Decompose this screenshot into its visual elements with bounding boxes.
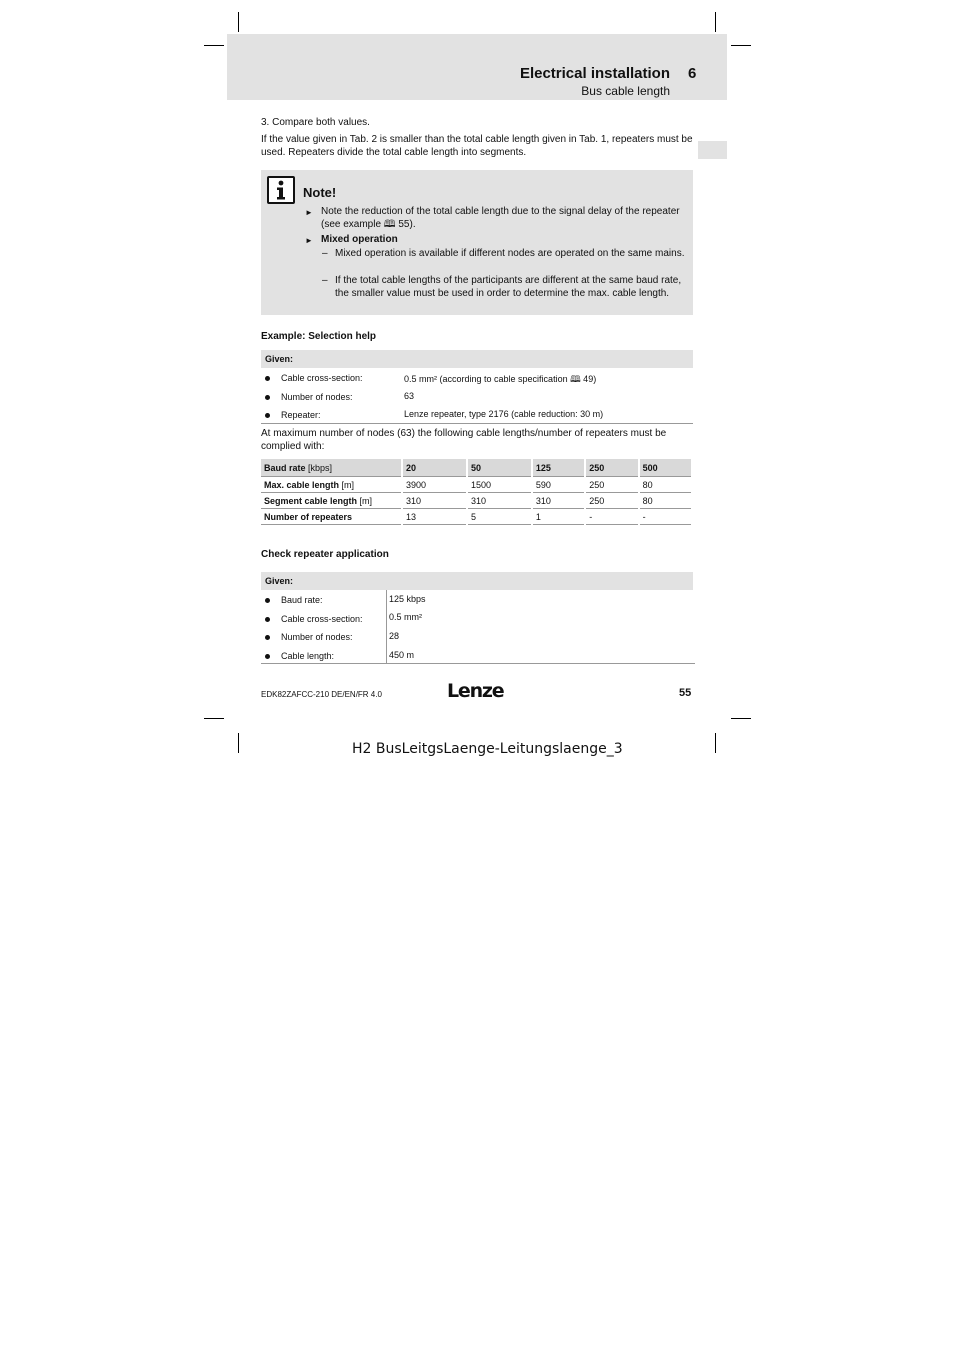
- chapter-title: Electrical installation: [519, 65, 670, 82]
- crop-mark: [204, 718, 224, 719]
- side-tab: [698, 141, 727, 159]
- table-cell: 310: [402, 493, 467, 509]
- given-row-value: 0.5 mm²: [389, 612, 423, 622]
- dash-marker: –: [322, 275, 328, 286]
- given-bar: [261, 350, 693, 368]
- bullet-dot: [265, 413, 270, 418]
- table-cell: 310: [467, 493, 532, 509]
- note-sub-item-1: Mixed operation is available if different nodes are operated on the same mains.: [335, 248, 685, 259]
- given-row-label: Cable length:: [281, 651, 335, 661]
- given-row-value: 450 m: [389, 650, 415, 660]
- dash-marker: –: [322, 248, 328, 259]
- given-row-value: Lenze repeater, type 2176 (cable reduction: 30 m): [404, 409, 604, 419]
- bullet-dot: [265, 654, 270, 659]
- note-bullet-1: Note the reduction of the total cable length due to the signal delay of the repeater (see example 🕮 55).: [321, 206, 680, 230]
- page-number: 55: [679, 687, 692, 699]
- table-header-cell: 50: [467, 459, 532, 477]
- given-row-label: Repeater:: [281, 410, 321, 420]
- table-cell: 250: [585, 493, 638, 509]
- table-cell: 1: [532, 509, 585, 525]
- given-row-value: 125 kbps: [389, 594, 426, 604]
- table-cell: 3900: [402, 477, 467, 493]
- table-row: [261, 477, 692, 493]
- info-icon: [267, 176, 295, 204]
- note-sub-item-2: If the total cable lengths of the participants are different at the same baud rate, the smaller value must be used in order to determine the max. cable length.: [335, 275, 682, 299]
- table-cell: 13: [402, 509, 467, 525]
- crop-mark: [731, 45, 751, 46]
- table-header-cell: 500: [639, 459, 692, 477]
- table-header-label: Baud rate [kbps]: [261, 459, 402, 477]
- baud-rate-table: [261, 459, 693, 525]
- table-cell: -: [585, 509, 638, 525]
- chapter-number: 6: [688, 65, 697, 82]
- crop-mark: [715, 12, 716, 32]
- check-heading: Check repeater application: [261, 549, 389, 560]
- table-cell: 80: [639, 477, 692, 493]
- bullet-dot: [265, 598, 270, 603]
- example-paragraph: At maximum number of nodes (63) the following cable lengths/number of repeaters must be complied with:: [261, 428, 667, 452]
- example-heading: Example: Selection help: [261, 331, 377, 342]
- table-cell: 1500: [467, 477, 532, 493]
- table-row-label: Number of repeaters: [261, 509, 402, 525]
- given-row-label: Cable cross-section:: [281, 614, 363, 624]
- divider: [261, 663, 695, 664]
- crop-mark: [238, 733, 239, 753]
- table-header-cell: 20: [402, 459, 467, 477]
- column-divider: [386, 590, 387, 663]
- page-caption: H2 BusLeitgsLaenge-Leitungslaenge_3: [352, 741, 623, 757]
- bullet-dot: [265, 376, 270, 381]
- table-row: [261, 509, 692, 525]
- note-bullet-2: Mixed operation: [321, 234, 398, 245]
- given-row-value: 28: [389, 631, 400, 641]
- given-row-value: 63: [404, 391, 415, 401]
- bullet-dot: [265, 395, 270, 400]
- note-title: Note!: [303, 185, 337, 200]
- given-row-label: Number of nodes:: [281, 632, 353, 642]
- step-text: 3. Compare both values.: [261, 117, 370, 128]
- document-code: EDK82ZAFCC-210 DE/EN/FR 4.0: [261, 690, 382, 699]
- given-row-label: Number of nodes:: [281, 392, 353, 402]
- given-bar: [261, 572, 693, 590]
- given-row-label: Baud rate:: [281, 595, 323, 605]
- bullet-dot: [265, 617, 270, 622]
- bullet-dot: [265, 635, 270, 640]
- table-cell: 310: [532, 493, 585, 509]
- given-label: Given:: [265, 576, 294, 586]
- table-header-cell: 125: [532, 459, 585, 477]
- table-row-label: Segment cable length [m]: [261, 493, 402, 509]
- crop-mark: [204, 45, 224, 46]
- given-row-value: 0.5 mm² (according to cable specification 🕮 49): [404, 374, 597, 384]
- given-label: Given:: [265, 354, 294, 364]
- table-row-label: Max. cable length [m]: [261, 477, 402, 493]
- table-cell: 80: [639, 493, 692, 509]
- given-row-label: Cable cross-section:: [281, 373, 363, 383]
- crop-mark: [238, 12, 239, 32]
- table-row: [261, 493, 692, 509]
- crop-mark: [715, 733, 716, 753]
- intro-paragraph: If the value given in Tab. 2 is smaller than the total cable length given in Tab. 1, repeaters must be used. Repeaters divide the total cable length into segments.: [261, 134, 693, 158]
- table-header-row: [261, 459, 692, 477]
- chapter-subtitle: Bus cable length: [581, 84, 670, 98]
- table-cell: -: [639, 509, 692, 525]
- table-header-cell: 250: [585, 459, 638, 477]
- table-cell: 5: [467, 509, 532, 525]
- crop-mark: [731, 718, 751, 719]
- table-cell: 250: [585, 477, 638, 493]
- lenze-logo: Lenze: [447, 680, 504, 702]
- divider: [261, 423, 693, 424]
- table-cell: 590: [532, 477, 585, 493]
